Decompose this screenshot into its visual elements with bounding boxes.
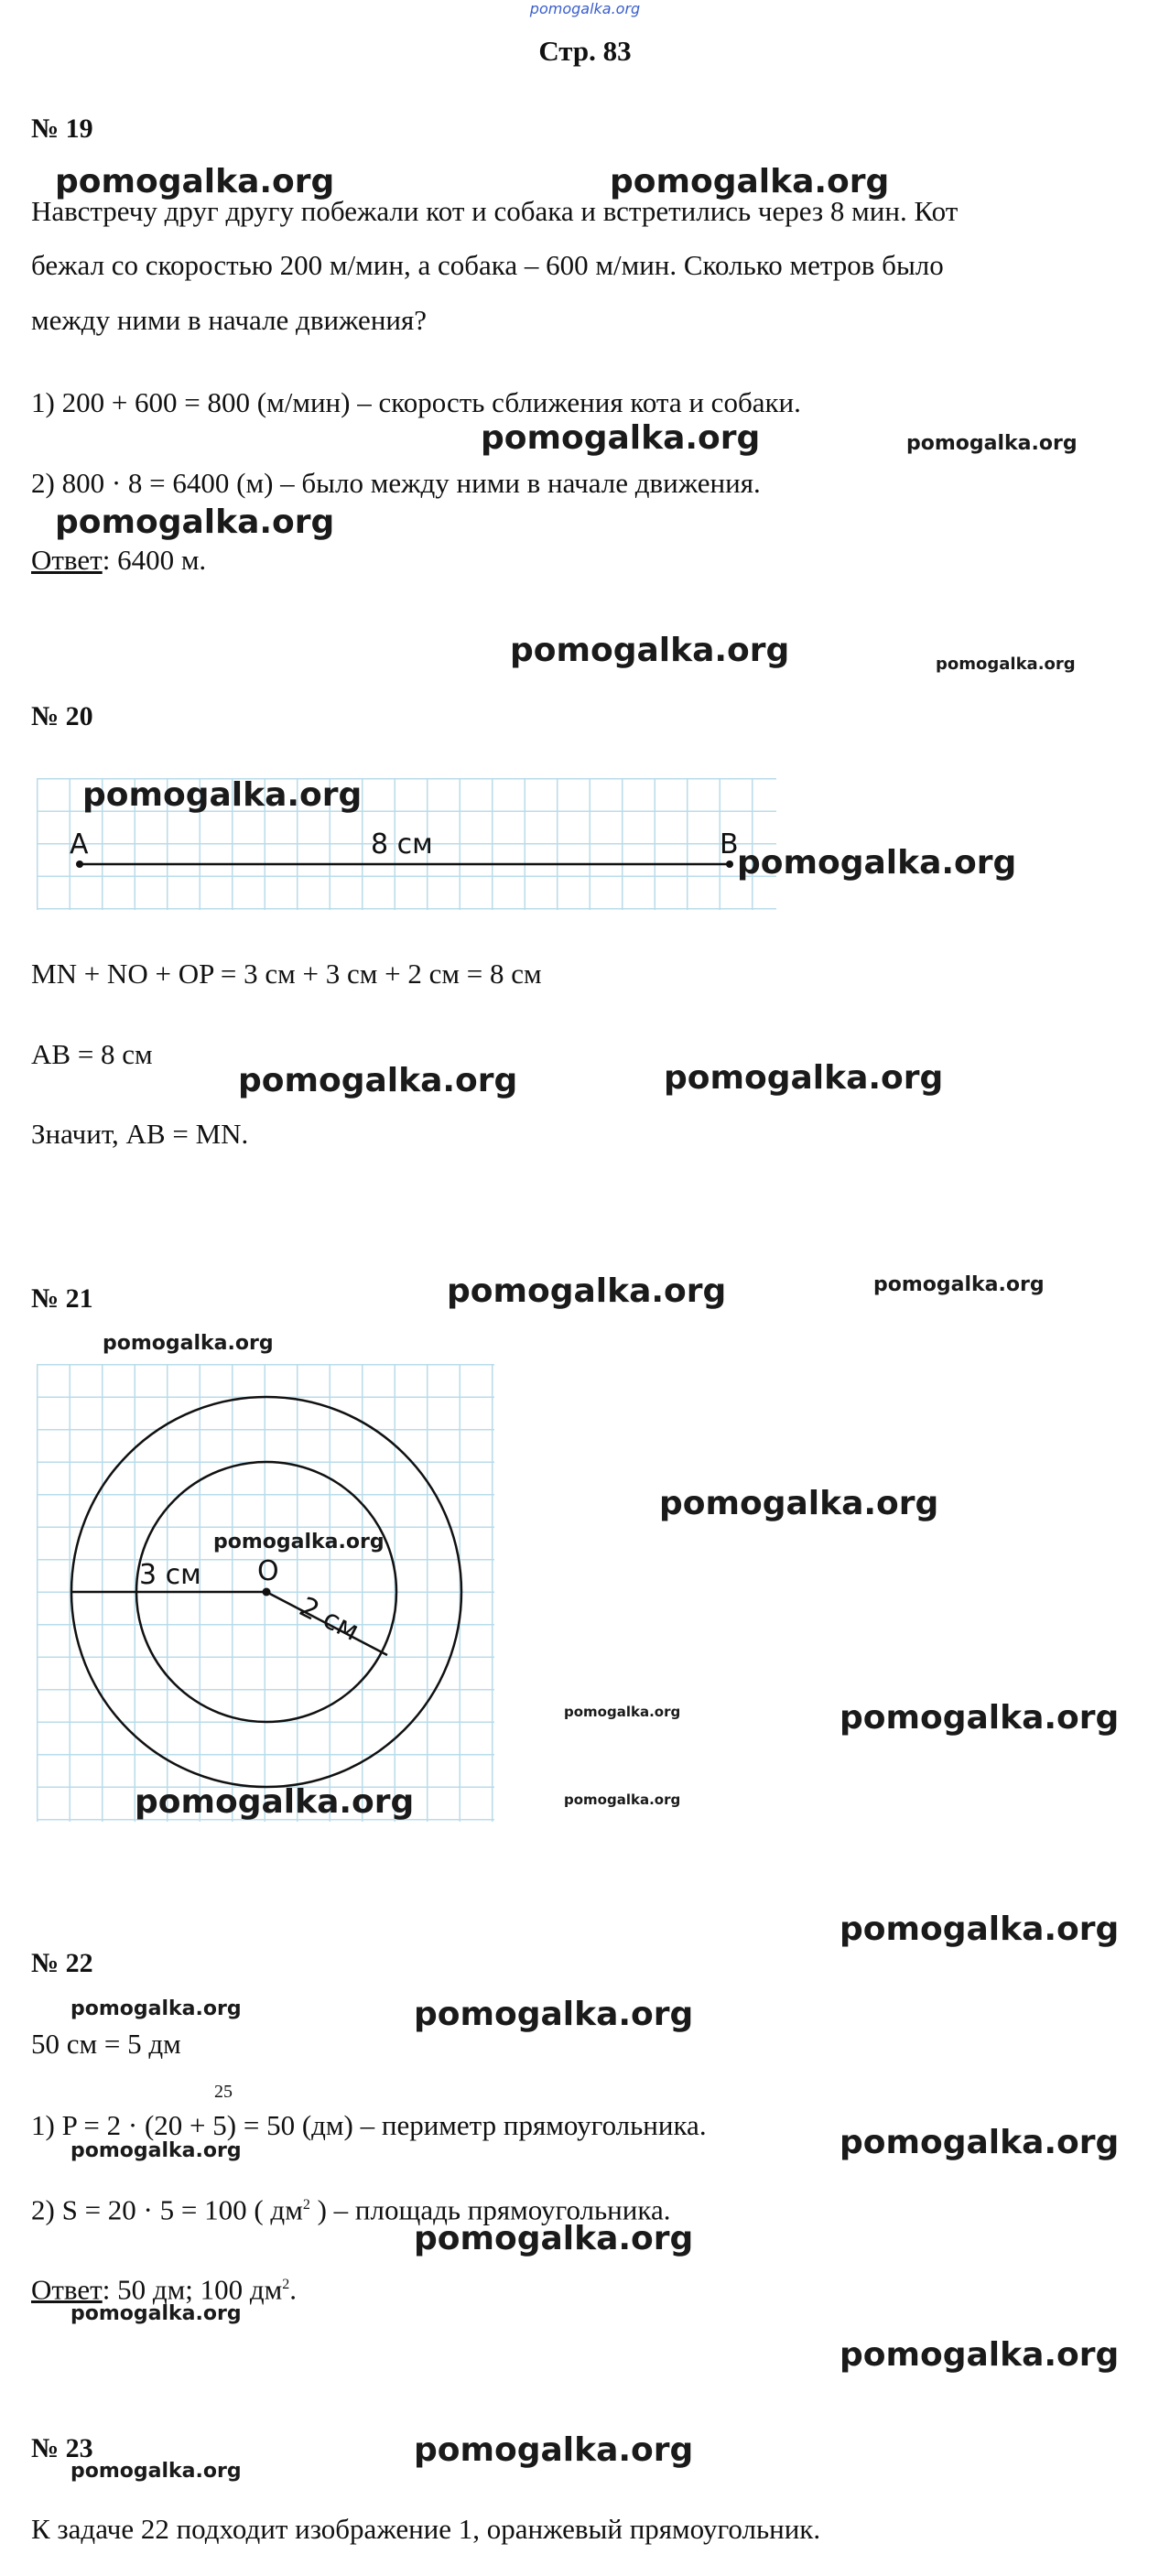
watermark: pomogalka.org xyxy=(70,2302,242,2325)
watermark: pomogalka.org xyxy=(135,1783,415,1821)
point-b xyxy=(726,860,733,868)
watermark: pomogalka.org xyxy=(906,432,1078,455)
watermark: pomogalka.org xyxy=(414,1996,694,2033)
watermark: pomogalka.org xyxy=(659,1485,939,1522)
watermark: pomogalka.org xyxy=(414,2220,694,2257)
watermark: pomogalka.org xyxy=(481,419,761,457)
task-22-number: № 22 xyxy=(31,1948,93,1978)
center-label: O xyxy=(257,1555,279,1587)
point-a-label: A xyxy=(70,828,89,860)
watermark: pomogalka.org xyxy=(70,2460,242,2483)
watermark: pomogalka.org xyxy=(840,2124,1120,2161)
outer-radius-label: 3 см xyxy=(139,1559,201,1591)
watermark: pomogalka.org xyxy=(55,163,335,200)
answer-text-a: : 50 дм; 100 дм xyxy=(102,2273,283,2306)
watermark: pomogalka.org xyxy=(70,2139,242,2162)
watermark: pomogalka.org xyxy=(840,1910,1120,1948)
task-21-number: № 21 xyxy=(31,1283,93,1314)
watermark: pomogalka.org xyxy=(55,503,335,541)
task-20-line-2: AB = 8 см xyxy=(31,1038,153,1070)
watermark: pomogalka.org xyxy=(840,2336,1120,2374)
step-2-text-a: 2) S = 20 · 5 = 100 ( дм xyxy=(31,2193,303,2226)
watermark: pomogalka.org xyxy=(840,1699,1120,1737)
top-site-watermark: pomogalka.org xyxy=(529,0,641,17)
watermark: pomogalka.org xyxy=(510,632,790,669)
task-19-answer xyxy=(31,542,206,579)
watermark: pomogalka.org xyxy=(103,1332,274,1355)
task-22-step-1: 1) P = 2 · (20 + 5) = 50 (дм) – периметр прямоугольника. xyxy=(31,2109,707,2141)
point-a xyxy=(76,860,83,868)
answer-label: Ответ xyxy=(31,544,103,576)
answer-label: Ответ xyxy=(31,2273,103,2306)
answer-value: : 6400 м. xyxy=(102,544,207,576)
watermark: pomogalka.org xyxy=(610,163,890,200)
page-title: Стр. 83 xyxy=(538,35,632,67)
watermark: pomogalka.org xyxy=(82,776,363,814)
task-20-number: № 20 xyxy=(31,701,93,731)
answer-text-b: . xyxy=(289,2273,297,2306)
segment-length-label: 8 см xyxy=(371,828,433,860)
center-point xyxy=(263,1588,271,1596)
task-23-number: № 23 xyxy=(31,2433,93,2463)
watermark: pomogalka.org xyxy=(564,1704,681,1720)
watermark: pomogalka.org xyxy=(664,1059,944,1097)
circles-diagram xyxy=(37,1364,494,1822)
task-19-step-1: 1) 200 + 600 = 800 (м/мин) – скорость сближения кота и собаки. xyxy=(31,386,801,418)
inner-radius-label: 2 см xyxy=(294,1590,364,1648)
task-19-text-line-3: между ними в начале движения? xyxy=(31,304,428,336)
watermark: pomogalka.org xyxy=(564,1791,681,1808)
watermark: pomogalka.org xyxy=(873,1273,1045,1296)
task-22-over-note: 25 xyxy=(214,2082,233,2102)
step-2-superscript: 2 xyxy=(302,2197,310,2213)
answer-superscript: 2 xyxy=(282,2277,290,2292)
task-21-grid-figure xyxy=(37,1364,494,1822)
watermark: pomogalka.org xyxy=(737,844,1017,882)
watermark: pomogalka.org xyxy=(213,1531,385,1553)
point-b-label: B xyxy=(720,828,739,860)
watermark: pomogalka.org xyxy=(238,1062,518,1099)
task-19-text-line-1: Навстречу друг другу побежали кот и собака и встретились через 8 мин. Кот xyxy=(31,195,959,227)
task-22-line-1: 50 см = 5 дм xyxy=(31,2028,181,2060)
task-19-number: № 19 xyxy=(31,114,93,144)
task-20-line-1: MN + NO + OP = 3 см + 3 см + 2 см = 8 см xyxy=(31,958,542,990)
task-19-step-2: 2) 800 · 8 = 6400 (м) – было между ними в начале движения. xyxy=(31,467,761,499)
task-23-line-1: К задаче 22 подходит изображение 1, оранжевый прямоугольник. xyxy=(31,2513,821,2545)
watermark: pomogalka.org xyxy=(70,1997,242,2020)
watermark: pomogalka.org xyxy=(414,2431,694,2469)
task-20-line-3: Значит, AB = MN. xyxy=(31,1118,249,1150)
task-19-text-line-2: бежал со скоростью 200 м/мин, а собака – 600 м/мин. Сколько метров было xyxy=(31,249,944,281)
step-2-text-b: ) – площадь прямоугольника. xyxy=(309,2193,671,2226)
watermark: pomogalka.org xyxy=(447,1272,727,1310)
watermark: pomogalka.org xyxy=(936,655,1076,674)
